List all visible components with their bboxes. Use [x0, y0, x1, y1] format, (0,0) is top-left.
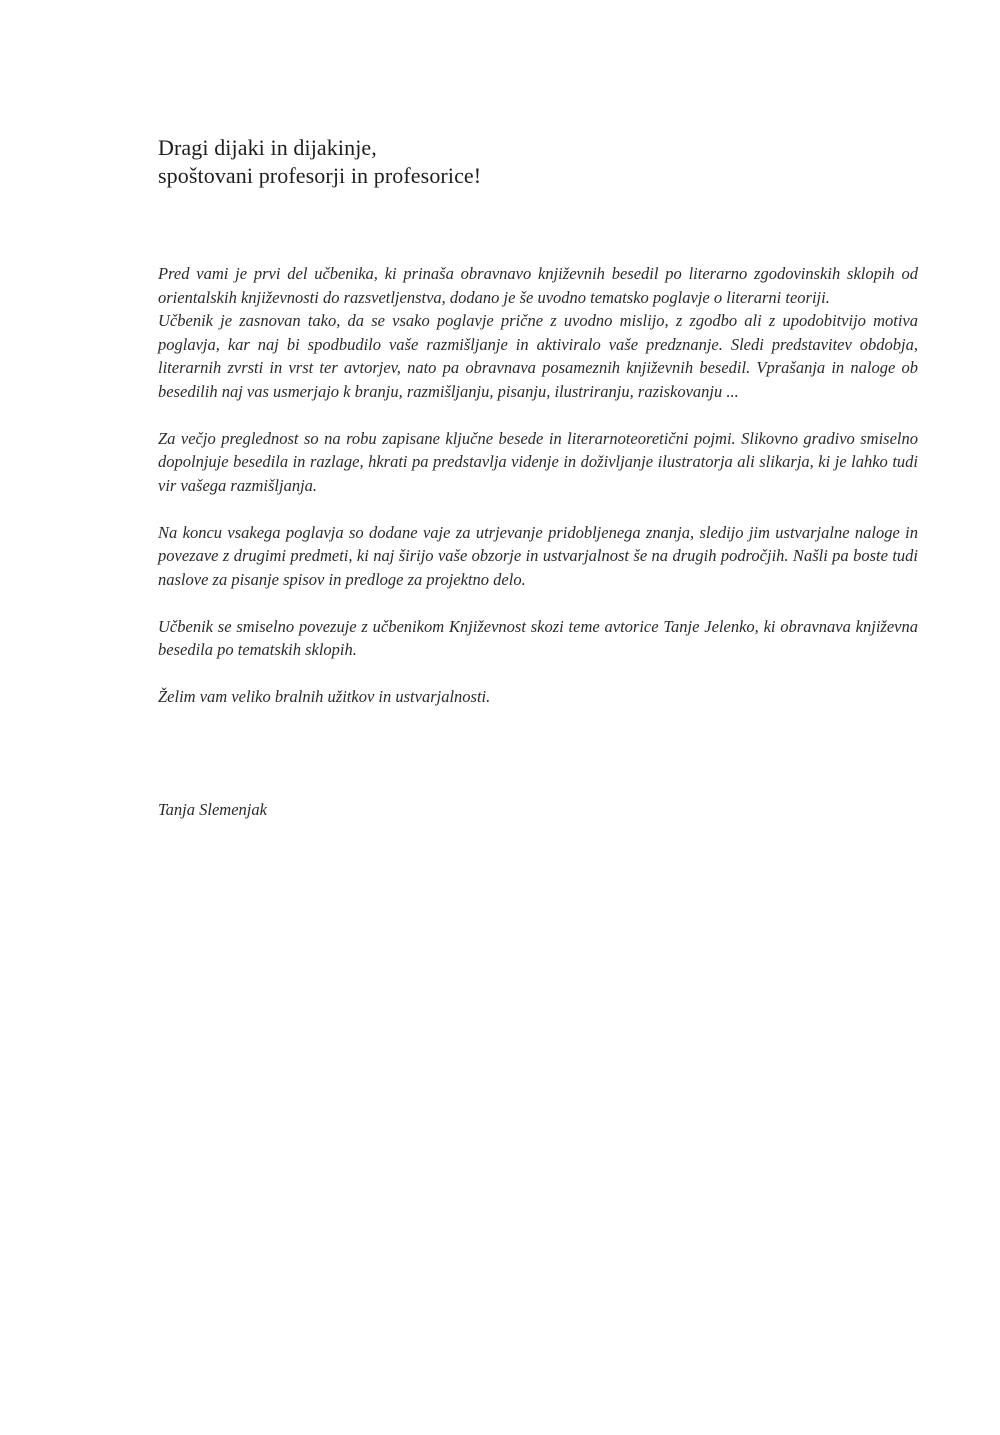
- author-signature: Tanja Slemenjak: [158, 800, 267, 819]
- paragraph-gap: [158, 497, 918, 521]
- greeting-heading: [158, 134, 858, 190]
- paragraph-connection: Učbenik se smiselno povezuje z učbenikom Književnost skozi teme avtorice Tanje Jelenko, ki obravnava književna besedila po tematskih sklopih.: [158, 616, 918, 659]
- greeting-line-1: Dragi dijaki in dijakinje,: [158, 135, 377, 160]
- paragraph-overview: Za večjo preglednost so na robu zapisane ključne besede in literarnoteoretični pojmi. Slikovno gradivo smiselno dopolnjuje besedila in razlage, hkrati pa predstavlja videnje in doživljanje ilustratorja ali slikarja, ki je lahko tudi vir vašega razmišljanja.: [158, 428, 918, 495]
- paragraph-exercises: Na koncu vsakega poglavja so dodane vaje za utrjevanje pridobljenega znanja, sledijo jim ustvarjalne naloge in povezave z drugimi predmeti, ki naj širijo vaše obzorje in ustvarjalnost še na drugih področjih. Našli pa boste tudi naslove za pisanje spisov in predloge za projektno delo.: [158, 522, 918, 589]
- paragraph-intro: Pred vami je prvi del učbenika, ki prinaša obravnavo književnih besedil po literarno zgodovinskih sklopih od orientalskih književnosti do razsvetljenstva, dodano je še uvodno tematsko poglavje o literarni teoriji.: [158, 264, 918, 307]
- paragraph-gap: [158, 403, 918, 427]
- paragraph-gap: [158, 662, 918, 686]
- paragraph-gap: [158, 591, 918, 615]
- greeting-line-2: spoštovani profesorji in profesorice!: [158, 163, 482, 188]
- letter-body: [158, 262, 918, 709]
- paragraph-structure: Učbenik je zasnovan tako, da se vsako poglavje prične z uvodno mislijo, z zgodbo ali z upodobitvijo motiva poglavja, kar naj bi spodbudilo vaše razmišljanje in aktiviralo vaše predznanje. Sledi predstavitev obdobja, literarnih zvrsti in vrst ter avtorjev, nato pa obravnava posameznih književnih besedil. Vprašanja in naloge ob besedilih naj vas usmerjajo k branju, razmišljanju, pisanju, ilustriranju, raziskovanju ...: [158, 311, 918, 401]
- paragraph-wish: Želim vam veliko bralnih užitkov in ustvarjalnosti.: [158, 687, 491, 706]
